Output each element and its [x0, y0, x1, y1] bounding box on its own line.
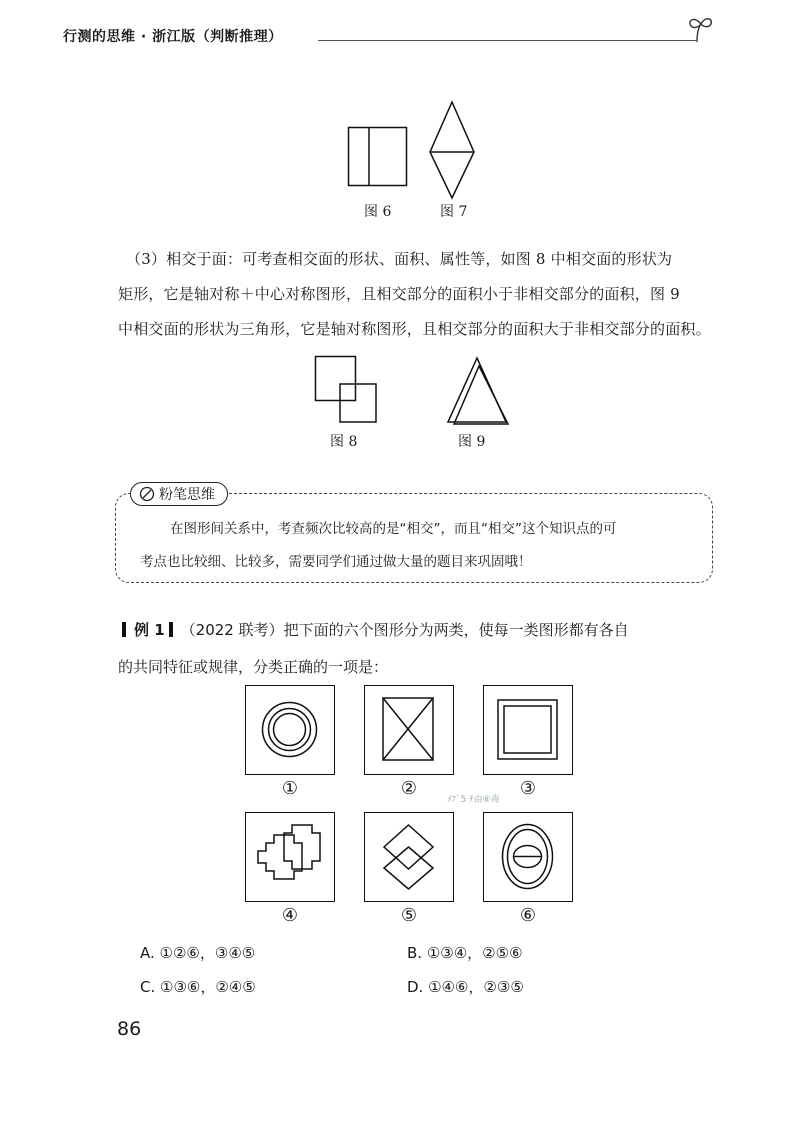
- paragraph-line: 矩形，它是轴对称＋中心对称图形，且相交部分的面积小于非相交部分的面积，图 9: [118, 285, 680, 303]
- option-d[interactable]: D. ①④⑥，②③⑤: [407, 978, 524, 996]
- watermark: ﾒﾌﾞ5 ﾁ由⑥毒: [447, 795, 500, 805]
- figure-7-drawing: [428, 100, 476, 200]
- overlapping-stepped-shapes-drawing: [246, 813, 333, 900]
- figure-8-caption: 图 8: [330, 434, 358, 450]
- tip-line: 在图形间关系中，考查频次比较高的是“相交”，而且“相交”这个知识点的可: [170, 521, 617, 537]
- option-b[interactable]: B. ①③④，②⑤⑥: [407, 944, 523, 962]
- page-number: 86: [117, 1018, 142, 1040]
- figure-6-drawing: [347, 126, 409, 188]
- example-bar-right: [169, 622, 173, 637]
- figure-9-caption: 图 9: [458, 434, 486, 450]
- bowtie-rectangle-drawing: [365, 686, 452, 773]
- running-header: 行测的思维 · 浙江版（判断推理）: [63, 29, 283, 45]
- nested-squares-drawing: [484, 686, 571, 773]
- tip-badge: [130, 482, 228, 506]
- option-figure-3: [483, 685, 573, 775]
- option-figure-6: [483, 812, 573, 902]
- paragraph-line: （3）相交于面：可考查相交面的形状、面积、属性等，如图 8 中相交面的形状为: [126, 250, 673, 268]
- figure-number-4: ④: [281, 905, 299, 926]
- pencil-icon: [139, 486, 155, 502]
- example-label: 例 1: [134, 621, 165, 639]
- paragraph-line: 中相交面的形状为三角形，它是轴对称图形，且相交部分的面积大于非相交部分的面积。: [118, 320, 711, 338]
- nested-ellipses-drawing: [484, 813, 571, 900]
- example-question: [118, 612, 629, 686]
- option-a[interactable]: A. ①②⑥，③④⑤: [140, 944, 256, 962]
- figure-number-5: ⑤: [400, 905, 418, 926]
- example-bar-left: [122, 622, 126, 637]
- example-stem-line1: （2022 联考）把下面的六个图形分为两类，使每一类图形都有各自: [180, 621, 629, 639]
- figure-6-caption: 图 6: [364, 204, 392, 220]
- figure-number-6: ⑥: [519, 905, 537, 926]
- option-figure-5: [364, 812, 454, 902]
- figure-8-drawing: [314, 355, 380, 425]
- section-paragraph: [118, 242, 718, 347]
- tip-text: [140, 513, 700, 579]
- tip-line: 考点也比较细、比较多，需要同学们通过做大量的题目来巩固哦！: [140, 554, 532, 570]
- sprout-icon: [683, 14, 715, 44]
- tip-title: 粉笔思维: [159, 487, 215, 503]
- figure-7-caption: 图 7: [440, 204, 468, 220]
- figure-number-3: ③: [519, 778, 537, 799]
- option-c[interactable]: C. ①③⑥，②④⑤: [140, 978, 256, 996]
- option-figure-2: [364, 685, 454, 775]
- option-figure-4: [245, 812, 335, 902]
- example-stem-line2: 的共同特征或规律，分类正确的一项是：: [118, 658, 389, 676]
- figure-number-1: ①: [281, 778, 299, 799]
- concentric-circles-drawing: [246, 686, 333, 773]
- figure-number-2: ②: [400, 778, 418, 799]
- figure-9-drawing: [446, 356, 510, 426]
- option-figure-1: [245, 685, 335, 775]
- header-rule: [318, 40, 696, 41]
- overlapping-diamonds-drawing: [365, 813, 452, 900]
